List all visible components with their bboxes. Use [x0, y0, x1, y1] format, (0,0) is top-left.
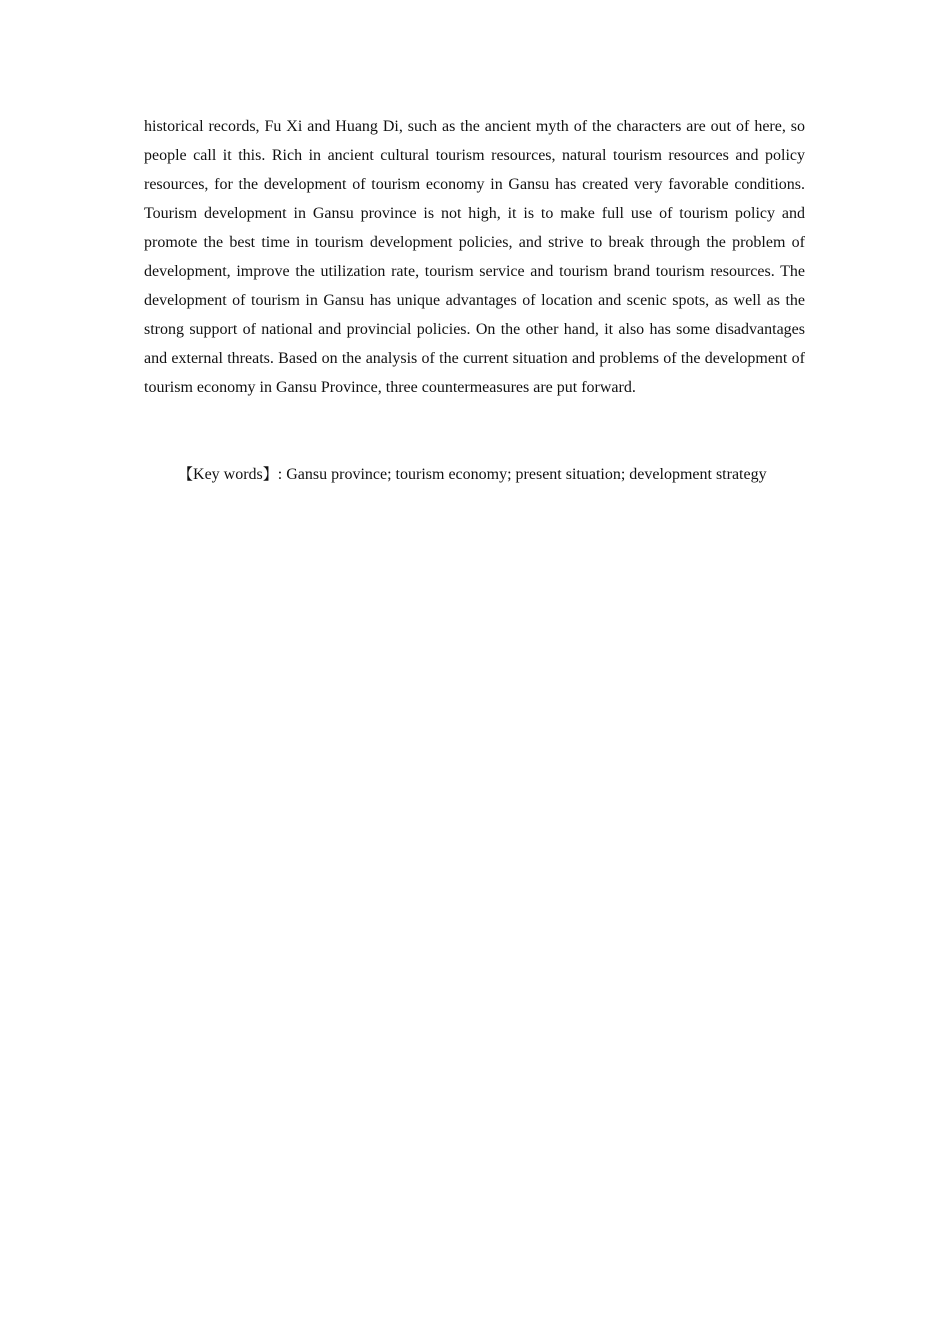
- keywords-separator: :: [277, 466, 287, 483]
- keywords-text: Gansu province; tourism economy; present situation; development strategy: [286, 466, 767, 483]
- abstract-paragraph: historical records, Fu Xi and Huang Di, such as the ancient myth of the characters are out of here, so people call it this. Rich in ancient cultural tourism resources, natural tourism resources and policy resources, for the development of tourism economy in Gansu has created very favorable conditions. Tourism development in Gansu province is not high, it is to make full use of tourism policy and promote the best time in tourism development policies, and strive to break through the problem of development, improve the utilization rate, tourism service and tourism brand tourism resources. The development of tourism in Gansu has unique advantages of location and scenic spots, as well as the strong support of national and provincial policies. On the other hand, it also has some disadvantages and external threats. Based on the analysis of the current situation and problems of the development of tourism economy in Gansu Province, three countermeasures are put forward.: [144, 118, 805, 396]
- keywords-label: Key words: [193, 466, 263, 483]
- keywords-line: [178, 460, 818, 489]
- keywords-close-bracket: 】: [262, 465, 278, 483]
- keywords-open-bracket: 【: [178, 465, 194, 483]
